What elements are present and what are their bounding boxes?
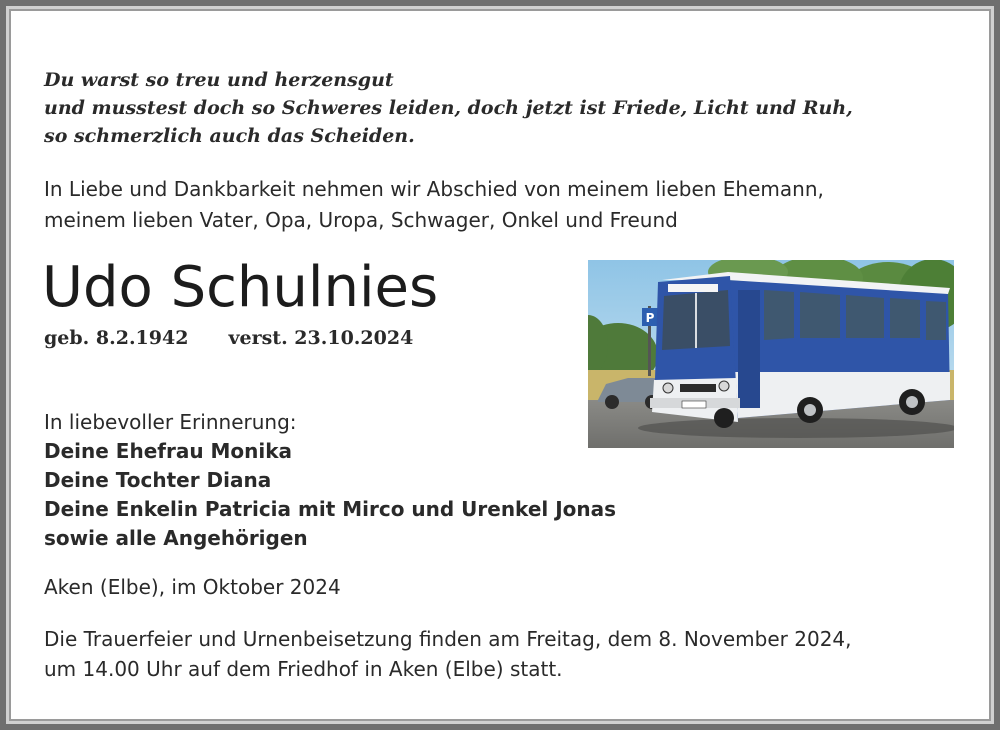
memorial-verse [44, 66, 853, 150]
mourner-name: Deine Ehefrau Monika [44, 439, 293, 463]
verse-line: und musstest doch so Schweres leiden, doch jetzt ist Friede, Licht und Ruh, [44, 97, 853, 119]
death-date: verst. 23.10.2024 [228, 327, 414, 349]
mourner-name: sowie alle Angehörigen [44, 526, 308, 550]
mourners-list [44, 408, 616, 553]
life-dates [44, 324, 413, 352]
deceased-name: Udo Schulnies [42, 255, 439, 320]
place-date: Aken (Elbe), im Oktober 2024 [44, 575, 341, 599]
parking-sign-letter: P [645, 311, 655, 325]
funeral-service-notice [44, 624, 852, 684]
birth-date: geb. 8.2.1942 [44, 327, 189, 349]
bus-photo [588, 260, 954, 448]
mourner-name: Deine Enkelin Patricia mit Mirco und Urenkel Jonas [44, 497, 617, 521]
bus [650, 272, 950, 428]
verse-line: Du warst so treu und herzensgut [44, 69, 394, 91]
mourner-name: Deine Tochter Diana [44, 468, 272, 492]
intro-line: meinem lieben Vater, Opa, Uropa, Schwager, Onkel und Freund [44, 208, 678, 232]
service-line: Die Trauerfeier und Urnenbeisetzung finden am Freitag, dem 8. November 2024, [44, 627, 852, 651]
intro-line: In Liebe und Dankbarkeit nehmen wir Abschied von meinem lieben Ehemann, [44, 177, 824, 201]
farewell-intro [44, 174, 824, 236]
verse-line: so schmerzlich auch das Scheiden. [44, 125, 415, 147]
mourners-lead: In liebevoller Erinnerung: [44, 410, 297, 434]
service-line: um 14.00 Uhr auf dem Friedhof in Aken (Elbe) statt. [44, 657, 563, 681]
bus-photo-icon [588, 260, 954, 448]
